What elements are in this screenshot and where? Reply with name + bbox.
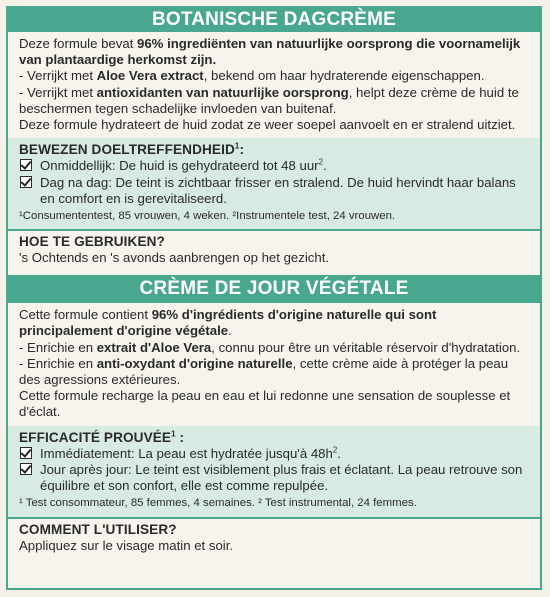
checkbox-icon: [20, 463, 32, 475]
french-usage-text: Appliquez sur le visage matin et soir.: [19, 537, 234, 553]
checkbox-icon: [20, 159, 32, 171]
bullet-text: , connu pour être un véritable réservoir d'hydratation.: [211, 339, 521, 355]
dutch-efficacy-item-1: [19, 158, 531, 174]
bullet-prefix: - Enrichie en: [19, 339, 97, 355]
efficacy-text: [40, 158, 327, 174]
efficacy-colon: :: [175, 429, 185, 445]
dutch-outro: Deze formule hydrateert de huid zodat ze weer soepel aanvoelt en er stralend uitziet.: [19, 117, 516, 133]
french-efficacy-title: [19, 430, 531, 446]
footnote-marker: 1: [171, 429, 176, 439]
footnote-marker: 2: [318, 158, 324, 168]
footnote-marker: 1: [234, 141, 240, 151]
french-outro: Cette formule recharge la peau en eau et lui redonne une sensation de souplesse et d'éclat.: [19, 388, 511, 420]
checkbox-icon: [20, 447, 32, 459]
efficacy-end: .: [337, 445, 341, 461]
dutch-usage: [8, 231, 540, 272]
dutch-bullet-aloe: [19, 68, 531, 84]
efficacy-text: Dag na dag: De teint is zichtbaar frisser en stralend. De huid hervindt haar balans en comfort en is gerevitaliseerd.: [40, 174, 516, 206]
bullet-bold: Aloe Vera extract: [96, 68, 204, 84]
checkbox-icon: [20, 176, 32, 188]
french-description: [8, 303, 540, 420]
efficacy-text: [40, 446, 341, 462]
french-title: CRÈME DE JOUR VÉGÉTALE: [8, 275, 540, 303]
dutch-footnotes: ¹Consumententest, 85 vrouwen, 4 weken. ²Instrumentele test, 24 vrouwen.: [19, 210, 396, 223]
efficacy-text: Jour après jour: Le teint est visiblement plus frais et éclatant. La peau retrouve son équilibre et son confort, elle est comme repulpée.: [40, 462, 523, 494]
intro-text: Cette formule contient: [19, 307, 152, 323]
dutch-efficacy-section: [8, 138, 540, 229]
bullet-text: , cette crème aide à protéger la peau des agressions extérieures.: [19, 355, 509, 388]
bullet-bold: extrait d'Aloe Vera: [96, 339, 212, 355]
product-info-panel: [6, 6, 542, 590]
bullet-bold: anti-oxydant d'origine naturelle: [96, 355, 293, 371]
efficacy-main: Onmiddellijk: De huid is gehydrateerd tot 48 uur: [40, 158, 319, 174]
bullet-prefix: - Enrichie en: [19, 355, 97, 371]
french-efficacy-item-2: [19, 462, 531, 494]
intro-bold: 96% ingrediënten van natuurlijke oorsprong die voornamelijk van plantaardige herkomst zijn.: [19, 36, 521, 68]
french-efficacy-item-1: [19, 446, 531, 462]
efficacy-end: .: [323, 158, 327, 174]
dutch-usage-title: HOE TE GEBRUIKEN?: [19, 234, 165, 250]
intro-text: Deze formule bevat: [19, 36, 138, 51]
french-bullet-antioxidant: [19, 356, 531, 388]
bullet-prefix: - Verrijkt met: [19, 84, 97, 100]
dutch-bullet-antioxidant: [19, 85, 531, 117]
french-usage-title: COMMENT L'UTILISER?: [19, 521, 177, 537]
french-efficacy-section: [8, 426, 540, 517]
intro-bold: d'ingrédients d'origine naturelle qui sont principalement d'origine végétale: [19, 307, 437, 339]
intro-end: .: [228, 323, 232, 339]
intro-bold: 96%: [151, 307, 179, 323]
footnote-marker: 2: [332, 445, 338, 455]
efficacy-main: Immédiatement: La peau est hydratée jusqu'à 48h: [40, 445, 333, 461]
dutch-efficacy-title: BEWEZEN DOELTREFFENDHEID$^1$:: [19, 141, 245, 158]
dutch-intro: [19, 36, 531, 68]
efficacy-title-text: EFFICACITÉ PROUVÉE: [19, 429, 172, 445]
french-usage: [8, 519, 540, 560]
dutch-description: [8, 32, 540, 133]
french-footnotes: ¹ Test consommateur, 85 femmes, 4 semaines. ² Test instrumental, 24 femmes.: [19, 497, 417, 510]
dutch-usage-text: 's Ochtends en 's avonds aanbrengen op het gezicht.: [19, 250, 330, 266]
dutch-title: BOTANISCHE DAGCRÈME: [8, 8, 540, 32]
french-bullet-aloe: [19, 340, 531, 356]
efficacy-title-text: BEWEZEN DOELTREFFENDHEID: [19, 142, 235, 158]
dutch-efficacy-item-2: [19, 175, 531, 207]
french-intro: [19, 307, 531, 339]
bullet-prefix: - Verrijkt met: [19, 68, 97, 84]
bullet-text: , bekend om haar hydraterende eigenschappen.: [203, 68, 485, 84]
bullet-bold: antioxidanten van natuurlijke oorsprong: [96, 84, 349, 100]
bullet-text: , helpt deze crème de huid te beschermen tegen schadelijke invloeden van buitenaf.: [19, 84, 519, 116]
